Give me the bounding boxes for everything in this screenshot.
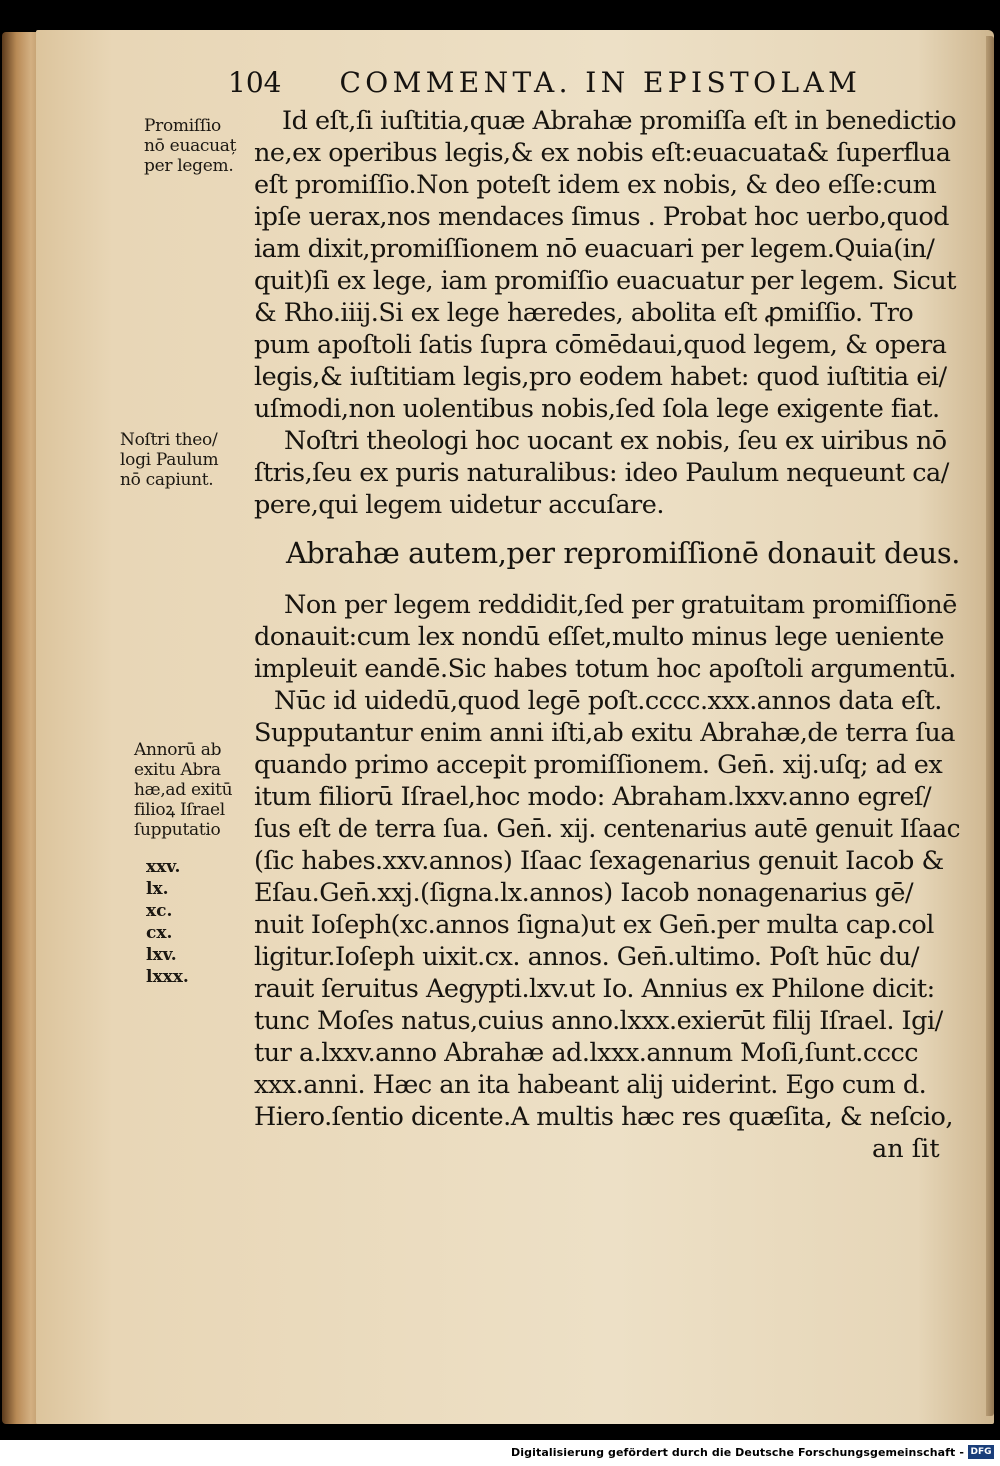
- margin-note-promissio: [144, 116, 236, 176]
- text-line: ſus eſt de terra ſua. Gen̄. xij. centenarius autē genuit Iſaac: [254, 814, 960, 844]
- margin-note-line: ſupputatio: [134, 820, 221, 840]
- text-line: Supputantur enim anni iſti,ab exitu Abrahæ,de terra ſua: [254, 718, 955, 748]
- text-line: tunc Moſes natus,cuius anno.lxxx.exierūt filij Iſrael. Igi/: [254, 1006, 943, 1036]
- margin-numeral: lxxx.: [146, 967, 189, 987]
- text-line: & Rho.iiij.Si ex lege hæredes, abolita eſt ꝓmiſſio. Tro: [254, 298, 914, 328]
- margin-note-annorum: [134, 740, 232, 840]
- text-line: legis,& iuſtitiam legis,pro eodem habet: quod iuſtitia ei/: [254, 362, 947, 392]
- text-line: Non per legem reddidit,ſed per gratuitam promiſſionē: [284, 590, 957, 620]
- text-line: pum apoſtoli ſatis ſupra cōmēdaui,quod legem, & opera: [254, 330, 947, 360]
- margin-note-line: nō capiunt.: [120, 470, 214, 490]
- text-line: uſmodi,non uolentibus nobis,ſed ſola lege exigente fiat.: [254, 394, 940, 424]
- text-line: ne,ex operibus legis,& ex nobis eſt:euacuata& ſuperflua: [254, 138, 951, 168]
- margin-numeral: lx.: [146, 879, 169, 899]
- page-edge: [986, 36, 994, 1416]
- margin-note-line: exitu Abra: [134, 760, 221, 780]
- margin-numeral: cx.: [146, 923, 173, 943]
- text-line: itum filiorū Iſrael,hoc modo: Abraham.lxxv.anno egreſ/: [254, 782, 932, 812]
- funding-credit: Digitalisierung gefördert durch die Deutsche Forschungsgemeinschaft -: [511, 1446, 964, 1459]
- book-edge: [2, 32, 38, 1424]
- text-line: pere,qui legem uidetur accuſare.: [254, 490, 664, 520]
- page-number: 104: [228, 66, 282, 99]
- text-line: Eſau.Gen̄.xxj.(ſigna.lx.annos) Iacob nonagenarius gē/: [254, 878, 914, 908]
- text-line: tur a.lxxv.anno Abrahæ ad.lxxx.annum Moſi,ſunt.cccc: [254, 1038, 919, 1068]
- text-line: iam dixit,promiſſionem nō euacuari per legem.Quia(in/: [254, 234, 935, 264]
- text-line: (ſic habes.xxv.annos) Iſaac ſexagenarius genuit Iacob &: [254, 846, 944, 876]
- text-line: Noſtri theologi hoc uocant ex nobis, ſeu ex uiribus nō: [284, 426, 947, 456]
- text-line: rauit ſeruitus Aegypti.lxv.ut Io. Annius ex Philone dicit:: [254, 974, 935, 1004]
- dfg-logo: DFG: [968, 1445, 994, 1459]
- text-line: xxx.anni. Hæc an ita habeant alij uiderint. Ego cum d.: [254, 1070, 927, 1100]
- margin-note-line: nō euacuaț: [144, 136, 237, 156]
- lemma-heading: Abrahæ autem,per repromiſſionē donauit deus.: [286, 536, 960, 570]
- text-line: Nūc id uidedū,quod legē poſt.cccc.xxx.annos data eſt.: [274, 686, 942, 716]
- margin-note-line: Promiſſio: [144, 116, 221, 136]
- margin-note-line: filioꝝ Iſrael: [134, 800, 225, 820]
- margin-note-line: Annorū ab: [134, 740, 222, 760]
- margin-note-line: logi Paulum: [120, 450, 219, 470]
- margin-numeral: xxv.: [146, 857, 181, 877]
- text-line: donauit:cum lex nondū eſſet,multo minus lege ueniente: [254, 622, 944, 652]
- margin-note-line: Noſtri theo/: [120, 430, 218, 450]
- text-line: eſt promiſſio.Non poteſt idem ex nobis, & deo eſſe:cum: [254, 170, 937, 200]
- catchword: an ſit: [872, 1134, 940, 1164]
- text-line: Id eſt,ſi iuſtitia,quæ Abrahæ promiſſa eſt in benedictio: [282, 106, 957, 136]
- text-line: quit)ſi ex lege, iam promiſſio euacuatur per legem. Sicut: [254, 266, 957, 296]
- margin-note-line: per legem.: [144, 156, 234, 176]
- text-line: quando primo accepit promiſſionem. Gen̄. xij.uſq; ad ex: [254, 750, 943, 780]
- running-header: [228, 66, 861, 99]
- margin-note-theologi: [120, 430, 218, 490]
- margin-numeral: lxv.: [146, 945, 177, 965]
- margin-year-numerals: [146, 856, 189, 988]
- margin-numeral: xc.: [146, 901, 173, 921]
- text-line: ſtris,ſeu ex puris naturalibus: ideo Paulum nequeunt ca/: [254, 458, 949, 488]
- text-line: nuit Ioſeph(xc.annos ſigna)ut ex Gen̄.per multa cap.col: [254, 910, 934, 940]
- text-line: ligitur.Ioſeph uixit.cx. annos. Gen̄.ultimo. Poſt hūc du/: [254, 942, 919, 972]
- text-line: impleuit eandē.Sic habes totum hoc apoſtoli argumentū.: [254, 654, 956, 684]
- text-line: ipſe uerax,nos mendaces ſimus . Probat hoc uerbo,quod: [254, 202, 950, 232]
- margin-note-line: hæ,ad exitū: [134, 780, 233, 800]
- text-line: Hiero.ſentio dicente.A multis hæc res quæſita, & neſcio,: [254, 1102, 953, 1132]
- running-title: COMMENTA. IN EPISTOLAM: [339, 66, 862, 99]
